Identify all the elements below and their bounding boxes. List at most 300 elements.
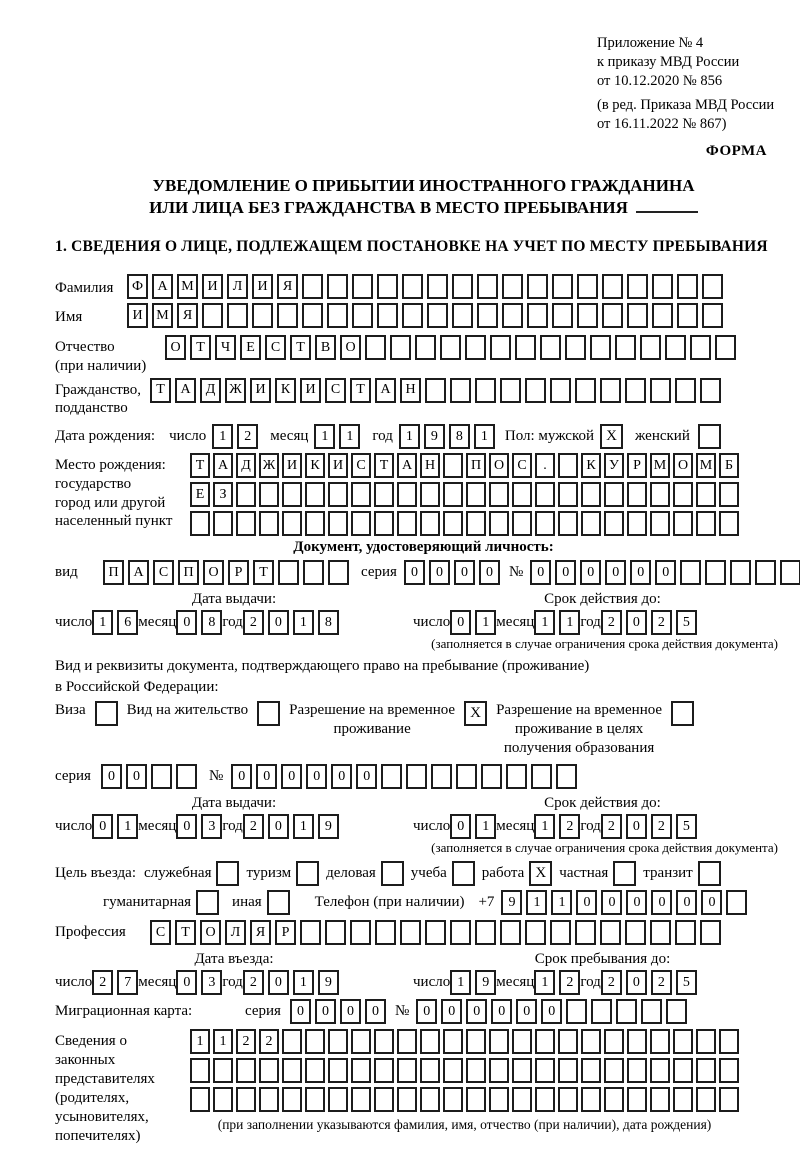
char-cell[interactable] [558, 1029, 578, 1054]
char-cell[interactable] [730, 560, 751, 585]
char-cell[interactable] [427, 303, 448, 328]
char-cell[interactable] [406, 764, 427, 789]
char-cell[interactable] [705, 560, 726, 585]
char-cell[interactable] [374, 511, 394, 536]
char-cell[interactable] [450, 920, 471, 945]
char-cell[interactable]: 0 [176, 970, 197, 995]
char-cell[interactable] [581, 482, 601, 507]
char-cell[interactable] [431, 764, 452, 789]
char-cell[interactable] [673, 482, 693, 507]
char-cell[interactable]: О [340, 335, 361, 360]
char-cell[interactable]: 0 [466, 999, 487, 1024]
char-cell[interactable] [604, 1058, 624, 1083]
char-cell[interactable] [535, 511, 555, 536]
char-cell[interactable]: 8 [318, 610, 339, 635]
char-cell[interactable] [420, 1087, 440, 1112]
char-cell[interactable]: Д [236, 453, 256, 478]
char-cell[interactable]: 0 [450, 610, 471, 635]
char-cell[interactable]: 1 [475, 814, 496, 839]
char-cell[interactable] [650, 378, 671, 403]
char-cell[interactable] [591, 999, 612, 1024]
char-cell[interactable]: С [153, 560, 174, 585]
char-cell[interactable]: Ф [127, 274, 148, 299]
char-cell[interactable] [350, 920, 371, 945]
purpose-delovaya-checkbox[interactable] [381, 861, 404, 886]
char-cell[interactable] [650, 511, 670, 536]
char-cell[interactable] [352, 303, 373, 328]
char-cell[interactable] [466, 1058, 486, 1083]
char-cell[interactable] [512, 482, 532, 507]
char-cell[interactable] [278, 560, 299, 585]
char-cell[interactable] [690, 335, 711, 360]
char-cell[interactable] [512, 1029, 532, 1054]
char-cell[interactable]: З [213, 482, 233, 507]
purpose-ucheba-checkbox[interactable] [452, 861, 475, 886]
char-cell[interactable] [556, 764, 577, 789]
char-cell[interactable]: И [250, 378, 271, 403]
char-cell[interactable] [502, 274, 523, 299]
rvp-edu-checkbox[interactable] [671, 701, 694, 726]
char-cell[interactable] [328, 1087, 348, 1112]
char-cell[interactable] [305, 1029, 325, 1054]
char-cell[interactable]: И [252, 274, 273, 299]
char-cell[interactable] [374, 1029, 394, 1054]
char-cell[interactable] [397, 1087, 417, 1112]
char-cell[interactable]: И [282, 453, 302, 478]
char-cell[interactable]: О [489, 453, 509, 478]
char-cell[interactable] [531, 764, 552, 789]
char-cell[interactable] [277, 303, 298, 328]
char-cell[interactable]: 2 [243, 814, 264, 839]
char-cell[interactable] [328, 560, 349, 585]
char-cell[interactable] [236, 482, 256, 507]
char-cell[interactable]: 2 [651, 970, 672, 995]
char-cell[interactable]: К [275, 378, 296, 403]
char-cell[interactable] [377, 274, 398, 299]
char-cell[interactable]: 9 [475, 970, 496, 995]
char-cell[interactable] [673, 1058, 693, 1083]
purpose-sluzhebnaya-checkbox[interactable] [216, 861, 239, 886]
char-cell[interactable]: И [300, 378, 321, 403]
char-cell[interactable]: С [351, 453, 371, 478]
char-cell[interactable]: М [177, 274, 198, 299]
char-cell[interactable]: 0 [626, 890, 647, 915]
char-cell[interactable]: 0 [576, 890, 597, 915]
char-cell[interactable] [443, 1087, 463, 1112]
char-cell[interactable] [719, 482, 739, 507]
char-cell[interactable] [282, 482, 302, 507]
char-cell[interactable] [475, 378, 496, 403]
char-cell[interactable]: 0 [626, 610, 647, 635]
char-cell[interactable] [665, 335, 686, 360]
char-cell[interactable] [525, 378, 546, 403]
char-cell[interactable] [490, 335, 511, 360]
char-cell[interactable] [696, 511, 716, 536]
char-cell[interactable]: 5 [676, 814, 697, 839]
char-cell[interactable] [719, 511, 739, 536]
char-cell[interactable]: 0 [429, 560, 450, 585]
char-cell[interactable]: С [265, 335, 286, 360]
char-cell[interactable] [550, 920, 571, 945]
char-cell[interactable]: 6 [117, 610, 138, 635]
char-cell[interactable] [489, 1058, 509, 1083]
char-cell[interactable] [696, 1087, 716, 1112]
visa-checkbox[interactable] [95, 701, 118, 726]
char-cell[interactable]: 2 [243, 610, 264, 635]
char-cell[interactable]: 0 [176, 610, 197, 635]
char-cell[interactable]: У [604, 453, 624, 478]
char-cell[interactable]: И [328, 453, 348, 478]
char-cell[interactable] [252, 303, 273, 328]
char-cell[interactable]: Т [253, 560, 274, 585]
char-cell[interactable]: 3 [201, 814, 222, 839]
char-cell[interactable] [581, 1087, 601, 1112]
char-cell[interactable] [351, 1029, 371, 1054]
char-cell[interactable]: 3 [201, 970, 222, 995]
char-cell[interactable] [466, 482, 486, 507]
char-cell[interactable]: Е [240, 335, 261, 360]
char-cell[interactable] [500, 378, 521, 403]
char-cell[interactable] [305, 1058, 325, 1083]
char-cell[interactable] [581, 1058, 601, 1083]
char-cell[interactable] [420, 482, 440, 507]
char-cell[interactable] [450, 378, 471, 403]
char-cell[interactable]: 2 [601, 814, 622, 839]
char-cell[interactable] [604, 1029, 624, 1054]
char-cell[interactable]: Т [290, 335, 311, 360]
char-cell[interactable] [427, 274, 448, 299]
char-cell[interactable]: И [127, 303, 148, 328]
char-cell[interactable] [397, 482, 417, 507]
char-cell[interactable] [627, 303, 648, 328]
char-cell[interactable]: Я [250, 920, 271, 945]
char-cell[interactable] [327, 274, 348, 299]
char-cell[interactable] [558, 511, 578, 536]
char-cell[interactable] [627, 274, 648, 299]
char-cell[interactable]: О [203, 560, 224, 585]
char-cell[interactable]: 9 [501, 890, 522, 915]
char-cell[interactable] [575, 378, 596, 403]
char-cell[interactable]: 1 [526, 890, 547, 915]
char-cell[interactable] [625, 920, 646, 945]
char-cell[interactable] [627, 1058, 647, 1083]
char-cell[interactable] [397, 1029, 417, 1054]
char-cell[interactable] [259, 482, 279, 507]
char-cell[interactable]: Т [190, 453, 210, 478]
char-cell[interactable]: К [305, 453, 325, 478]
char-cell[interactable] [397, 511, 417, 536]
char-cell[interactable] [365, 335, 386, 360]
rvp-checkbox[interactable]: X [464, 701, 487, 726]
char-cell[interactable]: 0 [491, 999, 512, 1024]
residence-permit-checkbox[interactable] [257, 701, 280, 726]
char-cell[interactable] [282, 1029, 302, 1054]
char-cell[interactable] [351, 482, 371, 507]
char-cell[interactable] [780, 560, 800, 585]
char-cell[interactable] [650, 1058, 670, 1083]
char-cell[interactable] [213, 511, 233, 536]
char-cell[interactable] [302, 274, 323, 299]
char-cell[interactable]: С [150, 920, 171, 945]
char-cell[interactable] [604, 482, 624, 507]
char-cell[interactable] [650, 482, 670, 507]
char-cell[interactable] [666, 999, 687, 1024]
char-cell[interactable] [374, 482, 394, 507]
char-cell[interactable] [550, 378, 571, 403]
char-cell[interactable] [590, 335, 611, 360]
char-cell[interactable]: М [650, 453, 670, 478]
char-cell[interactable]: 0 [176, 814, 197, 839]
char-cell[interactable]: 0 [404, 560, 425, 585]
char-cell[interactable] [700, 378, 721, 403]
char-cell[interactable] [604, 511, 624, 536]
char-cell[interactable]: Н [420, 453, 440, 478]
char-cell[interactable] [615, 335, 636, 360]
char-cell[interactable]: 0 [331, 764, 352, 789]
char-cell[interactable]: 2 [559, 814, 580, 839]
char-cell[interactable]: 0 [101, 764, 122, 789]
char-cell[interactable] [677, 303, 698, 328]
char-cell[interactable]: А [152, 274, 173, 299]
char-cell[interactable] [558, 482, 578, 507]
char-cell[interactable]: В [315, 335, 336, 360]
char-cell[interactable] [527, 274, 548, 299]
char-cell[interactable]: Т [190, 335, 211, 360]
char-cell[interactable] [352, 274, 373, 299]
char-cell[interactable] [456, 764, 477, 789]
char-cell[interactable] [535, 1058, 555, 1083]
char-cell[interactable]: 1 [293, 814, 314, 839]
char-cell[interactable]: 0 [126, 764, 147, 789]
char-cell[interactable]: 1 [293, 970, 314, 995]
char-cell[interactable] [581, 511, 601, 536]
char-cell[interactable] [726, 890, 747, 915]
char-cell[interactable]: Б [719, 453, 739, 478]
char-cell[interactable] [452, 274, 473, 299]
char-cell[interactable] [236, 1058, 256, 1083]
char-cell[interactable]: 9 [318, 970, 339, 995]
purpose-chastnaya-checkbox[interactable] [613, 861, 636, 886]
char-cell[interactable] [325, 920, 346, 945]
char-cell[interactable] [702, 274, 723, 299]
char-cell[interactable] [466, 1029, 486, 1054]
char-cell[interactable] [696, 1058, 716, 1083]
char-cell[interactable] [402, 303, 423, 328]
char-cell[interactable] [702, 303, 723, 328]
char-cell[interactable] [305, 482, 325, 507]
char-cell[interactable] [675, 920, 696, 945]
char-cell[interactable] [425, 378, 446, 403]
char-cell[interactable] [466, 1087, 486, 1112]
char-cell[interactable]: П [103, 560, 124, 585]
char-cell[interactable]: С [512, 453, 532, 478]
char-cell[interactable] [650, 1029, 670, 1054]
char-cell[interactable] [213, 1087, 233, 1112]
char-cell[interactable] [558, 453, 578, 478]
char-cell[interactable] [374, 1087, 394, 1112]
char-cell[interactable] [677, 274, 698, 299]
char-cell[interactable] [696, 482, 716, 507]
char-cell[interactable]: 2 [243, 970, 264, 995]
char-cell[interactable]: С [325, 378, 346, 403]
char-cell[interactable]: 0 [516, 999, 537, 1024]
gender-female-checkbox[interactable] [698, 424, 721, 449]
char-cell[interactable]: П [178, 560, 199, 585]
char-cell[interactable] [489, 482, 509, 507]
char-cell[interactable]: К [581, 453, 601, 478]
char-cell[interactable] [351, 511, 371, 536]
char-cell[interactable]: 0 [441, 999, 462, 1024]
char-cell[interactable]: Р [275, 920, 296, 945]
char-cell[interactable]: 2 [651, 610, 672, 635]
purpose-rabota-checkbox[interactable]: X [529, 861, 552, 886]
char-cell[interactable] [305, 1087, 325, 1112]
char-cell[interactable] [565, 335, 586, 360]
char-cell[interactable]: А [397, 453, 417, 478]
char-cell[interactable]: . [535, 453, 555, 478]
char-cell[interactable]: 1 [450, 970, 471, 995]
char-cell[interactable] [652, 303, 673, 328]
char-cell[interactable]: 1 [534, 970, 555, 995]
char-cell[interactable] [673, 1087, 693, 1112]
char-cell[interactable] [282, 1087, 302, 1112]
char-cell[interactable] [558, 1087, 578, 1112]
char-cell[interactable] [535, 482, 555, 507]
char-cell[interactable]: Ж [225, 378, 246, 403]
char-cell[interactable] [652, 274, 673, 299]
char-cell[interactable] [602, 303, 623, 328]
char-cell[interactable]: 2 [559, 970, 580, 995]
char-cell[interactable]: 0 [356, 764, 377, 789]
char-cell[interactable] [696, 1029, 716, 1054]
char-cell[interactable]: Л [227, 274, 248, 299]
char-cell[interactable]: 2 [92, 970, 113, 995]
gender-male-checkbox[interactable]: X [600, 424, 623, 449]
char-cell[interactable]: 0 [281, 764, 302, 789]
purpose-tranzit-checkbox[interactable] [698, 861, 721, 886]
char-cell[interactable]: Ж [259, 453, 279, 478]
char-cell[interactable] [525, 920, 546, 945]
purpose-inaya-checkbox[interactable] [267, 890, 290, 915]
char-cell[interactable]: А [175, 378, 196, 403]
char-cell[interactable]: Т [175, 920, 196, 945]
char-cell[interactable] [700, 920, 721, 945]
char-cell[interactable] [489, 511, 509, 536]
char-cell[interactable] [581, 1029, 601, 1054]
char-cell[interactable] [640, 335, 661, 360]
char-cell[interactable]: 0 [701, 890, 722, 915]
char-cell[interactable]: 1 [339, 424, 360, 449]
char-cell[interactable] [202, 303, 223, 328]
char-cell[interactable]: 0 [601, 890, 622, 915]
purpose-turizm-checkbox[interactable] [296, 861, 319, 886]
char-cell[interactable] [259, 511, 279, 536]
char-cell[interactable]: А [213, 453, 233, 478]
char-cell[interactable]: 2 [651, 814, 672, 839]
char-cell[interactable] [500, 920, 521, 945]
char-cell[interactable]: Ч [215, 335, 236, 360]
char-cell[interactable]: 0 [268, 610, 289, 635]
char-cell[interactable] [680, 560, 701, 585]
char-cell[interactable]: Р [228, 560, 249, 585]
char-cell[interactable] [650, 920, 671, 945]
char-cell[interactable]: 1 [534, 814, 555, 839]
char-cell[interactable]: И [202, 274, 223, 299]
char-cell[interactable]: 0 [555, 560, 576, 585]
char-cell[interactable]: Я [177, 303, 198, 328]
char-cell[interactable] [300, 920, 321, 945]
char-cell[interactable] [400, 920, 421, 945]
char-cell[interactable] [577, 274, 598, 299]
char-cell[interactable] [236, 511, 256, 536]
char-cell[interactable]: Е [190, 482, 210, 507]
char-cell[interactable] [540, 335, 561, 360]
char-cell[interactable]: 9 [424, 424, 445, 449]
char-cell[interactable]: 1 [475, 610, 496, 635]
char-cell[interactable]: 0 [605, 560, 626, 585]
char-cell[interactable]: 1 [293, 610, 314, 635]
char-cell[interactable]: 1 [559, 610, 580, 635]
char-cell[interactable]: 9 [318, 814, 339, 839]
char-cell[interactable] [535, 1029, 555, 1054]
char-cell[interactable]: 0 [651, 890, 672, 915]
char-cell[interactable] [552, 303, 573, 328]
char-cell[interactable] [566, 999, 587, 1024]
char-cell[interactable] [351, 1087, 371, 1112]
char-cell[interactable]: 0 [479, 560, 500, 585]
char-cell[interactable]: 1 [92, 610, 113, 635]
char-cell[interactable]: Т [374, 453, 394, 478]
char-cell[interactable] [489, 1087, 509, 1112]
char-cell[interactable]: 2 [601, 970, 622, 995]
char-cell[interactable]: 0 [541, 999, 562, 1024]
char-cell[interactable] [213, 1058, 233, 1083]
char-cell[interactable]: 1 [117, 814, 138, 839]
char-cell[interactable]: 1 [314, 424, 335, 449]
char-cell[interactable] [402, 274, 423, 299]
char-cell[interactable]: 1 [399, 424, 420, 449]
char-cell[interactable]: А [128, 560, 149, 585]
char-cell[interactable]: 0 [626, 970, 647, 995]
char-cell[interactable] [627, 482, 647, 507]
char-cell[interactable]: 0 [340, 999, 361, 1024]
char-cell[interactable] [650, 1087, 670, 1112]
char-cell[interactable]: 0 [416, 999, 437, 1024]
char-cell[interactable] [375, 920, 396, 945]
char-cell[interactable]: 7 [117, 970, 138, 995]
char-cell[interactable]: О [200, 920, 221, 945]
char-cell[interactable]: 0 [92, 814, 113, 839]
char-cell[interactable] [527, 303, 548, 328]
char-cell[interactable] [282, 511, 302, 536]
char-cell[interactable] [443, 453, 463, 478]
char-cell[interactable] [190, 511, 210, 536]
char-cell[interactable] [552, 274, 573, 299]
char-cell[interactable] [489, 1029, 509, 1054]
char-cell[interactable]: 0 [365, 999, 386, 1024]
char-cell[interactable] [719, 1029, 739, 1054]
char-cell[interactable] [176, 764, 197, 789]
char-cell[interactable]: 0 [256, 764, 277, 789]
char-cell[interactable] [481, 764, 502, 789]
char-cell[interactable]: 2 [259, 1029, 279, 1054]
char-cell[interactable]: 0 [454, 560, 475, 585]
char-cell[interactable] [440, 335, 461, 360]
char-cell[interactable] [719, 1087, 739, 1112]
char-cell[interactable] [381, 764, 402, 789]
char-cell[interactable]: 8 [201, 610, 222, 635]
char-cell[interactable]: 0 [655, 560, 676, 585]
